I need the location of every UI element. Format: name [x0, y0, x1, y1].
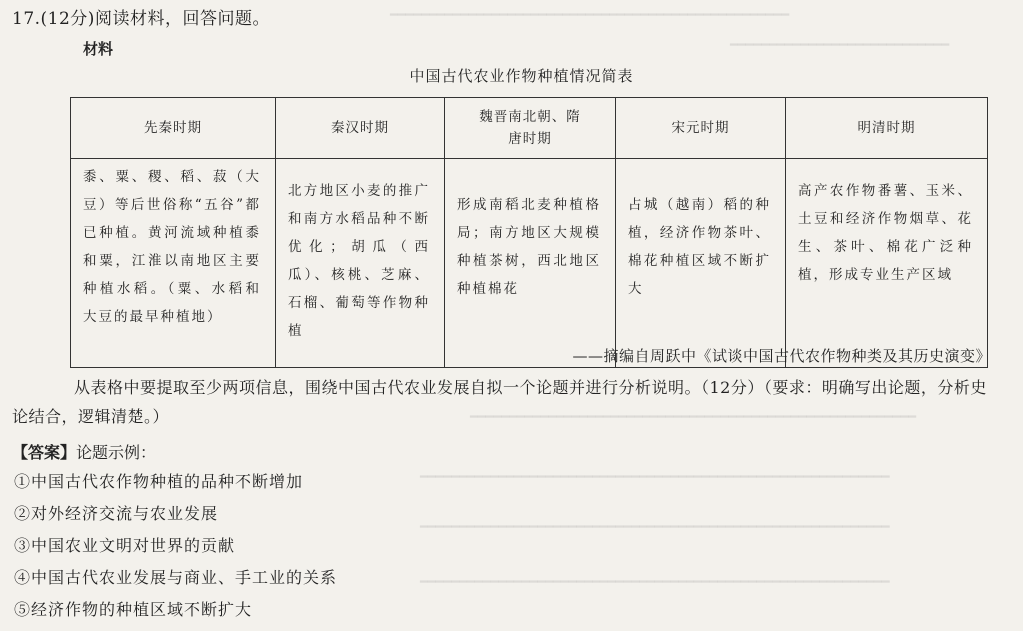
question-score: (12分)	[40, 9, 95, 29]
question-prompt: 从表格中要提取至少两项信息，围绕中国古代农业发展自拟一个论题并进行分析说明。（12分）（要求：明确写出论题，分析史论结合，逻辑清楚。）	[12, 378, 987, 426]
cell-wei-jin-sui-tang: 形成南稻北麦种植格局；南方地区大规模种植茶树，西北地区种植棉花	[445, 159, 616, 368]
list-item: ④中国古代农业发展与商业、手工业的关系	[14, 568, 338, 587]
cell-qin-han: 北方地区小麦的推广和南方水稻品种不断优化；胡瓜（西瓜）、核桃、芝麻、石榴、葡萄等作物种植	[276, 159, 445, 368]
header-qin-han: 秦汉时期	[276, 98, 445, 159]
bleed-through-text: ━━━━━━━━━━━━━━━━━━━━━━━━━━━━	[730, 38, 950, 53]
answer-list	[14, 469, 337, 629]
header-wei-jin-sui-tang: 魏晋南北朝、隋唐时期	[445, 98, 616, 159]
question-header	[12, 4, 270, 29]
cell-ming-qing: 高产农作物番薯、玉米、土豆和经济作物烟草、花生、茶叶、棉花广泛种植，形成专业生产区域	[786, 159, 988, 368]
bleed-through-text: ━━━━━━━━━━━━━━━━━━━━━━━━━━━━━━━━━━━━━━━━━━━━━━━━━━━━━━━━━━━━	[420, 520, 890, 535]
material-label: 材料	[83, 40, 114, 58]
table-row	[71, 159, 988, 368]
bleed-through-text: ━━━━━━━━━━━━━━━━━━━━━━━━━━━━━━━━━━━━━━━━━━━━━━━━━━━━━━━━━	[470, 410, 917, 425]
question-instruction: 阅读材料，回答问题。	[94, 9, 270, 29]
list-item: ⑤经济作物的种植区域不断扩大	[14, 600, 253, 619]
table-title: 中国古代农业作物种植情况简表	[409, 67, 634, 85]
table-header-row	[71, 98, 988, 159]
answer-intro: 论题示例：	[76, 443, 157, 462]
list-item: ③中国农业文明对世界的贡献	[14, 536, 236, 555]
cell-song-yuan: 占城（越南）稻的种植，经济作物茶叶、棉花种植区域不断扩大	[616, 159, 786, 368]
bleed-through-text: ━━━━━━━━━━━━━━━━━━━━━━━━━━━━━━━━━━━━━━━━━━━━━━━━━━━	[390, 8, 790, 23]
bleed-through-text: ━━━━━━━━━━━━━━━━━━━━━━━━━━━━━━━━━━━━━━━━━━━━━━━━━━━━━━━━━━━━	[420, 575, 890, 590]
header-ming-qing: 明清时期	[786, 98, 988, 159]
answer-heading	[12, 440, 156, 463]
source-citation: ——摘编自周跃中《试谈中国古代农作物种类及其历史演变》	[572, 347, 991, 365]
list-item: ②对外经济交流与农业发展	[14, 504, 219, 523]
question-number: 17.	[12, 9, 41, 29]
header-song-yuan: 宋元时期	[616, 98, 786, 159]
crop-planting-table	[70, 97, 988, 368]
answer-label: 【答案】	[12, 443, 77, 462]
bleed-through-text: ━━━━━━━━━━━━━━━━━━━━━━━━━━━━━━━━━━━━━━━━━━━━━━━━━━━━━━━━━━━━	[420, 470, 890, 485]
header-pre-qin: 先秦时期	[71, 98, 276, 159]
list-item: ①中国古代农作物种植的品种不断增加	[14, 472, 304, 491]
cell-pre-qin: 黍、粟、稷、稻、菽（大豆）等后世俗称“五谷”都已种植。黄河流域种植黍和粟，江淮以南地区主要种植水稻。（粟、水稻和大豆的最早种植地）	[71, 159, 276, 368]
